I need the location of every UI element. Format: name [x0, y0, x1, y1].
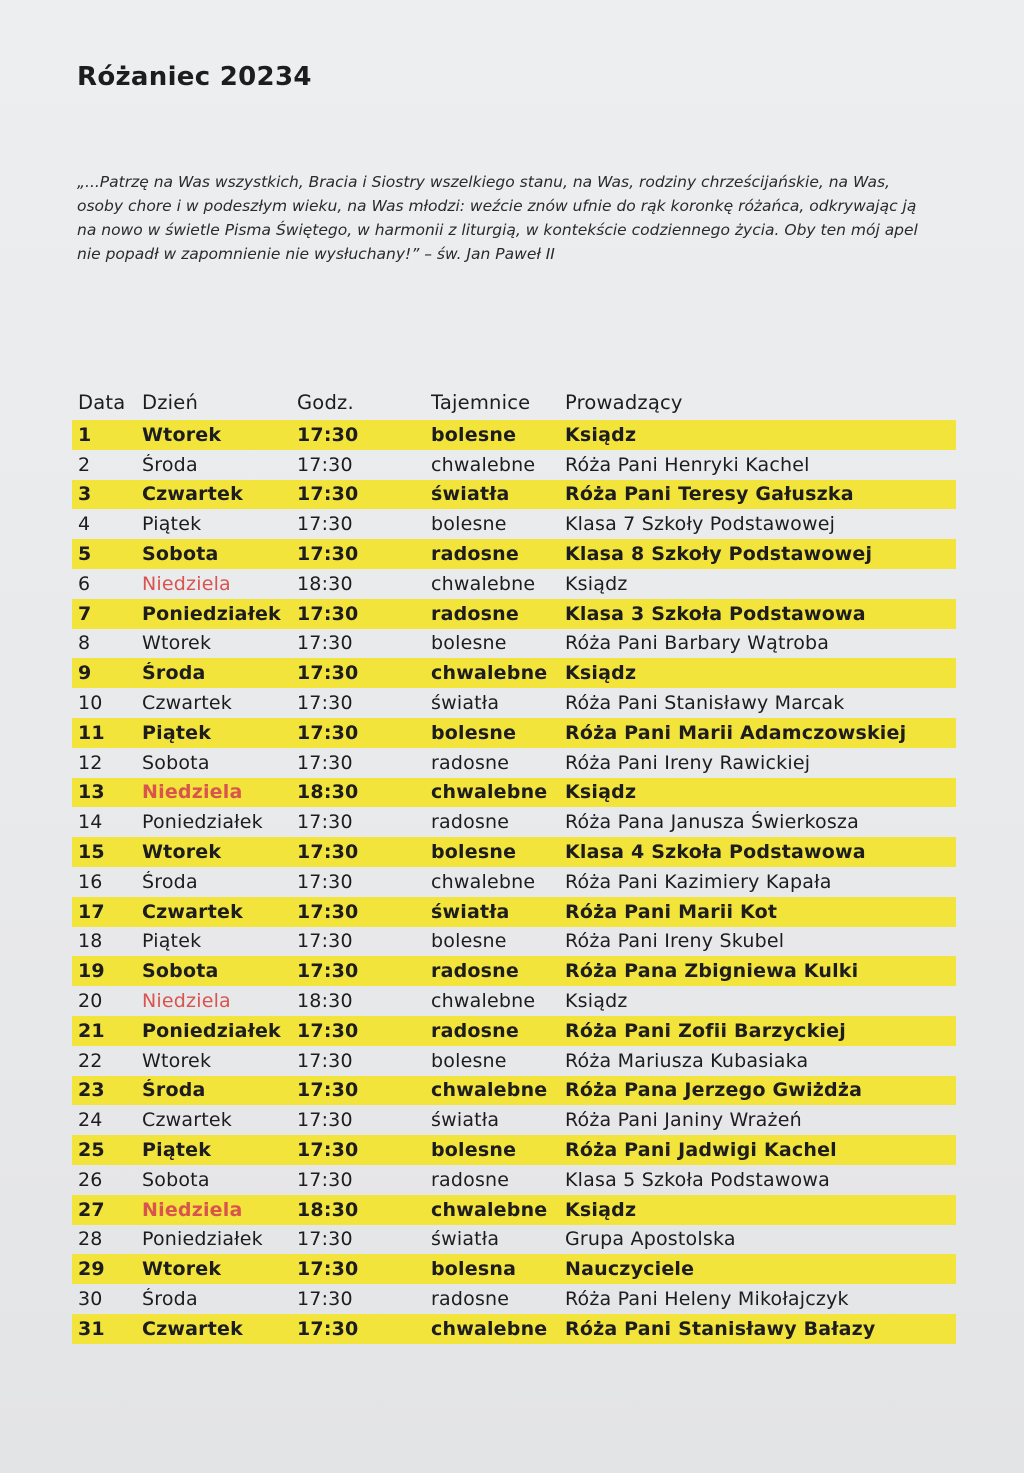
table-row: [72, 986, 956, 1016]
cell-date: 24: [78, 1109, 103, 1132]
cell-day: Środa: [142, 453, 198, 476]
cell-date: 6: [78, 572, 91, 595]
cell-date: 20: [78, 990, 103, 1013]
cell-date: 7: [78, 602, 92, 625]
cell-date: 14: [78, 811, 103, 834]
cell-mysteries: chwalebne: [431, 453, 536, 476]
cell-mysteries: radosne: [431, 1288, 510, 1310]
header-mysteries: Tajemnice: [431, 390, 531, 414]
cell-leader: Róża Pani Henryki Kachel: [565, 453, 810, 476]
table-row: [72, 1225, 956, 1255]
cell-mysteries: bolesne: [431, 1049, 507, 1072]
cell-time: 17:30: [297, 960, 359, 983]
cell-date: 22: [78, 1049, 103, 1072]
cell-day: Wtorek: [142, 632, 212, 655]
cell-day: Sobota: [142, 751, 210, 774]
cell-day: Środa: [142, 1288, 198, 1310]
cell-leader: Ksiądz: [565, 662, 637, 685]
cell-leader: Róża Pani Barbary Wątroba: [565, 632, 830, 655]
cell-date: 18: [78, 930, 103, 953]
cell-mysteries: bolesna: [431, 1258, 517, 1281]
cell-time: 17:30: [297, 632, 353, 655]
cell-time: 18:30: [297, 990, 353, 1013]
cell-time: 17:30: [297, 513, 353, 536]
cell-time: 17:30: [297, 1109, 353, 1132]
cell-leader: Klasa 8 Szkoły Podstawowej: [565, 543, 873, 566]
cell-time: 17:30: [297, 1139, 359, 1162]
table-row: [72, 1105, 956, 1135]
cell-day: Niedziela: [142, 572, 231, 595]
cell-mysteries: radosne: [431, 543, 519, 566]
cell-leader: Róża Pani Ireny Skubel: [565, 930, 785, 953]
cell-time: 17:30: [297, 841, 359, 864]
document-title: Różaniec 20234: [77, 62, 312, 92]
cell-time: 17:30: [297, 1049, 353, 1072]
table-row: [72, 1195, 956, 1225]
cell-time: 17:30: [297, 602, 359, 625]
cell-mysteries: bolesne: [431, 632, 507, 655]
cell-time: 17:30: [297, 930, 353, 953]
cell-time: 17:30: [297, 453, 353, 476]
table-row: [72, 420, 956, 450]
cell-day: Wtorek: [142, 1258, 222, 1281]
cell-day: Piątek: [142, 930, 202, 953]
table-row: [72, 658, 956, 688]
cell-date: 21: [78, 1019, 105, 1042]
cell-date: 9: [78, 662, 92, 685]
cell-date: 25: [78, 1139, 105, 1162]
cell-time: 17:30: [297, 1288, 353, 1310]
cell-leader: Róża Pani Heleny Mikołajczyk: [565, 1288, 849, 1310]
cell-time: 17:30: [297, 423, 359, 446]
cell-leader: Róża Pani Stanisławy Bałazy: [565, 1317, 876, 1340]
cell-leader: Ksiądz: [565, 781, 637, 804]
cell-mysteries: radosne: [431, 960, 519, 983]
cell-mysteries: bolesne: [431, 721, 517, 744]
cell-time: 18:30: [297, 572, 353, 595]
cell-time: 17:30: [297, 483, 359, 506]
cell-date: 17: [78, 900, 105, 923]
cell-day: Czwartek: [142, 1109, 232, 1132]
table-row: [72, 1254, 956, 1284]
table-row: [72, 509, 956, 539]
cell-mysteries: chwalebne: [431, 870, 536, 893]
cell-mysteries: chwalebne: [431, 662, 548, 685]
cell-mysteries: światła: [431, 1109, 500, 1132]
table-row: [72, 807, 956, 837]
cell-leader: Ksiądz: [565, 1198, 637, 1221]
cell-day: Czwartek: [142, 483, 243, 506]
cell-leader: Róża Pani Marii Kot: [565, 900, 778, 923]
table-body: [72, 420, 956, 1344]
cell-mysteries: radosne: [431, 1168, 510, 1191]
table-row: [72, 629, 956, 659]
cell-mysteries: radosne: [431, 602, 519, 625]
cell-mysteries: światła: [431, 483, 510, 506]
table-row: [72, 1046, 956, 1076]
cell-leader: Ksiądz: [565, 572, 628, 595]
cell-leader: Róża Pani Janiny Wrażeń: [565, 1109, 802, 1132]
cell-mysteries: światła: [431, 1228, 500, 1251]
cell-mysteries: bolesne: [431, 423, 517, 446]
cell-leader: Klasa 5 Szkoła Podstawowa: [565, 1168, 830, 1191]
cell-date: 19: [78, 960, 105, 983]
cell-mysteries: chwalebne: [431, 1079, 548, 1102]
cell-day: Czwartek: [142, 900, 243, 923]
table-row: [72, 450, 956, 480]
cell-day: Sobota: [142, 960, 219, 983]
cell-leader: Klasa 3 Szkoła Podstawowa: [565, 602, 866, 625]
cell-date: 12: [78, 751, 103, 774]
cell-leader: Róża Pani Teresy Gałuszka: [565, 483, 854, 506]
cell-time: 17:30: [297, 692, 353, 715]
table-row: [72, 748, 956, 778]
cell-time: 17:30: [297, 662, 359, 685]
cell-date: 11: [78, 721, 105, 744]
cell-date: 26: [78, 1168, 103, 1191]
table-row: [72, 837, 956, 867]
cell-day: Poniedziałek: [142, 1019, 281, 1042]
cell-date: 3: [78, 483, 92, 506]
cell-time: 17:30: [297, 811, 353, 834]
cell-date: 23: [78, 1079, 105, 1102]
cell-day: Poniedziałek: [142, 1228, 263, 1251]
cell-day: Niedziela: [142, 781, 243, 804]
cell-date: 8: [78, 632, 91, 655]
cell-date: 4: [78, 513, 91, 536]
cell-time: 17:30: [297, 1258, 359, 1281]
cell-mysteries: radosne: [431, 811, 510, 834]
cell-date: 1: [78, 423, 92, 446]
cell-day: Wtorek: [142, 841, 222, 864]
cell-day: Środa: [142, 870, 198, 893]
cell-leader: Róża Pani Ireny Rawickiej: [565, 751, 811, 774]
cell-date: 27: [78, 1198, 105, 1221]
cell-mysteries: bolesne: [431, 841, 517, 864]
cell-leader: Nauczyciele: [565, 1258, 695, 1281]
cell-leader: Klasa 7 Szkoły Podstawowej: [565, 513, 836, 536]
table-row: [72, 569, 956, 599]
cell-day: Sobota: [142, 1168, 210, 1191]
cell-leader: Róża Pani Stanisławy Marcak: [565, 692, 845, 715]
table-row: [72, 1016, 956, 1046]
cell-date: 31: [78, 1317, 105, 1340]
table-row: [72, 897, 956, 927]
table-row: [72, 480, 956, 510]
cell-mysteries: bolesne: [431, 930, 507, 953]
header-day: Dzień: [142, 390, 199, 414]
cell-leader: Ksiądz: [565, 423, 637, 446]
cell-time: 17:30: [297, 543, 359, 566]
cell-day: Poniedziałek: [142, 811, 263, 834]
cell-leader: Róża Pana Zbigniewa Kulki: [565, 960, 859, 983]
cell-day: Piątek: [142, 513, 202, 536]
table-row: [72, 778, 956, 808]
cell-mysteries: bolesne: [431, 513, 507, 536]
cell-time: 18:30: [297, 781, 359, 804]
cell-date: 30: [78, 1288, 103, 1310]
cell-mysteries: radosne: [431, 751, 510, 774]
table-row: [72, 718, 956, 748]
cell-leader: Róża Pani Zofii Barzyckiej: [565, 1019, 846, 1042]
cell-time: 17:30: [297, 1228, 353, 1251]
cell-leader: Róża Mariusza Kubasiaka: [565, 1049, 809, 1072]
cell-date: 28: [78, 1228, 103, 1251]
cell-day: Poniedziałek: [142, 602, 281, 625]
cell-day: Piątek: [142, 1139, 212, 1162]
cell-leader: Róża Pani Marii Adamczowskiej: [565, 721, 907, 744]
cell-leader: Róża Pana Janusza Świerkosza: [565, 811, 859, 834]
cell-day: Niedziela: [142, 1198, 243, 1221]
cell-mysteries: chwalebne: [431, 781, 548, 804]
cell-day: Środa: [142, 662, 206, 685]
header-date: Data: [78, 390, 126, 414]
cell-mysteries: radosne: [431, 1019, 519, 1042]
cell-time: 17:30: [297, 870, 353, 893]
cell-date: 5: [78, 543, 92, 566]
cell-time: 17:30: [297, 1168, 353, 1191]
header-time: Godz.: [297, 390, 354, 414]
table-row: [72, 599, 956, 629]
table-row: [72, 1135, 956, 1165]
table-row: [72, 688, 956, 718]
cell-mysteries: chwalebne: [431, 1198, 548, 1221]
table-row: [72, 956, 956, 986]
cell-mysteries: bolesne: [431, 1139, 517, 1162]
cell-mysteries: chwalebne: [431, 1317, 548, 1340]
table-header-row: [72, 384, 956, 420]
cell-time: 17:30: [297, 1079, 359, 1102]
table-row: [72, 539, 956, 569]
cell-date: 16: [78, 870, 103, 893]
cell-time: 17:30: [297, 1019, 359, 1042]
cell-mysteries: światła: [431, 692, 500, 715]
table-row: [72, 867, 956, 897]
cell-day: Niedziela: [142, 990, 231, 1013]
cell-day: Wtorek: [142, 423, 222, 446]
cell-date: 2: [78, 453, 91, 476]
cell-mysteries: światła: [431, 900, 510, 923]
table-row: [72, 1284, 956, 1314]
cell-day: Czwartek: [142, 692, 232, 715]
cell-time: 18:30: [297, 1198, 359, 1221]
cell-time: 17:30: [297, 751, 353, 774]
table-row: [72, 1314, 956, 1344]
cell-mysteries: chwalebne: [431, 990, 536, 1013]
table-row: [72, 1076, 956, 1106]
cell-day: Piątek: [142, 721, 212, 744]
schedule-table: [72, 384, 956, 1344]
cell-leader: Róża Pana Jerzego Gwiżdża: [565, 1079, 863, 1102]
cell-day: Wtorek: [142, 1049, 212, 1072]
cell-leader: Klasa 4 Szkoła Podstawowa: [565, 841, 866, 864]
cell-leader: Róża Pani Kazimiery Kapała: [565, 870, 832, 893]
table-row: [72, 927, 956, 957]
cell-date: 15: [78, 841, 105, 864]
cell-day: Sobota: [142, 543, 219, 566]
cell-day: Czwartek: [142, 1317, 243, 1340]
cell-leader: Ksiądz: [565, 990, 628, 1013]
cell-time: 17:30: [297, 721, 359, 744]
header-leader: Prowadzący: [565, 390, 683, 414]
cell-date: 10: [78, 692, 103, 715]
cell-date: 29: [78, 1258, 105, 1281]
table-row: [72, 1165, 956, 1195]
cell-date: 13: [78, 781, 105, 804]
cell-time: 17:30: [297, 1317, 359, 1340]
cell-mysteries: chwalebne: [431, 572, 536, 595]
cell-time: 17:30: [297, 900, 359, 923]
cell-day: Środa: [142, 1079, 206, 1102]
quote-paragraph: „...Patrzę na Was wszystkich, Bracia i Siostry wszelkiego stanu, na Was, rodziny chrześcijańskie, na Was, osoby chore i w podeszłym wieku, na Was młodzi: weźcie znów ufnie do rąk koronkę różańca, odkrywając ją na nowo w świetle Pisma Świętego, w harmonii z liturgią, w kontekście codziennego życia. Oby ten mój apel nie popadł w zapomnienie nie wysłuchany!” – św. Jan Paweł II: [77, 173, 918, 263]
cell-leader: Grupa Apostolska: [565, 1228, 736, 1251]
cell-leader: Róża Pani Jadwigi Kachel: [565, 1139, 837, 1162]
